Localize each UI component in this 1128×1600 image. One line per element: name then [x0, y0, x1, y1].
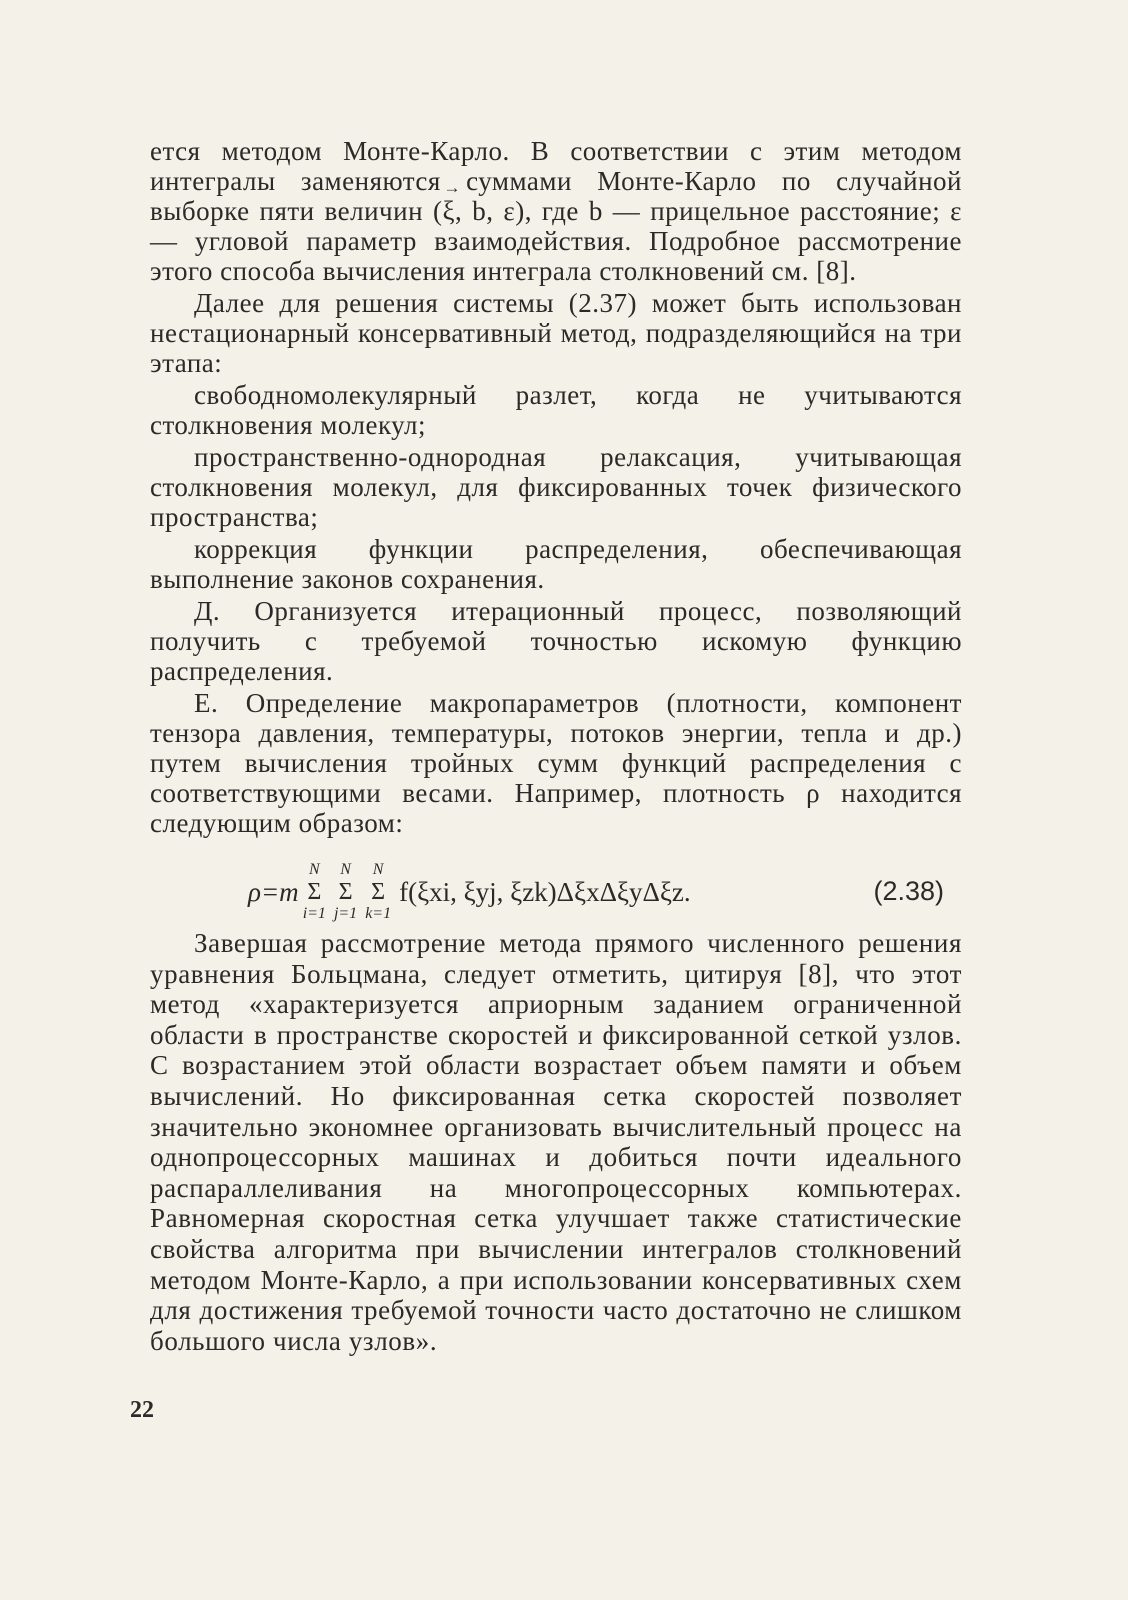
paragraph-1-start: ется методом Монте-Карло. В соответствии с этим методом интегралы заменяются суммами Монте-Карло по случайной выборке пяти величин ( [150, 136, 962, 226]
formula-tail: f(ξxi, ξyj, ξzk)ΔξxΔξyΔξz. [399, 876, 691, 907]
formula-body [248, 842, 691, 942]
list-item: пространственно-однородная релаксация, учитывающая столкновения молекул, для фиксированных точек физического пространства; [150, 442, 962, 532]
equation-number: (2.38) [873, 876, 944, 906]
list-item: свободномолекулярный разлет, когда не учитываются столкновения молекул; [150, 380, 962, 440]
paragraph-1 [150, 136, 962, 286]
page-number: 22 [130, 1397, 154, 1423]
paragraph-4: Е. Определение макропараметров (плотности, компонент тензора давления, температуры, потоков энергии, тепла и др.) путем вычисления тройных сумм функций распределения с соответствующими весами. Например, плотность ρ находится следующим образом: [150, 688, 962, 838]
text-block-bottom [150, 928, 962, 1356]
sum-k: N Σ k=1 [365, 861, 392, 922]
formula-lhs: ρ=m [248, 876, 299, 907]
text-block-top [150, 136, 962, 838]
paragraph-5: Завершая рассмотрение метода прямого численного решения уравнения Больцмана, следует отметить, цитируя [8], что этот метод «характеризуется априорным заданием ограниченной области в пространстве скоростей и фиксированной сеткой узлов. С возрастанием этой области возрастает объем памяти и объем вычислений. Но фиксированная сетка скоростей позволяет значительно экономнее организовать вычислительный процесс на однопроцессорных машинах и добиться почти идеального распараллеливания на многопроцессорных компьютерах. Равномерная скоростная сетка улучшает также статистические свойства алгоритма при вычислении интегралов столкновений методом Монте-Карло, а при использовании консервативных схем для достижения требуемой точности часто достаточно не слишком большого числа узлов». [150, 928, 962, 1356]
sum-i: N Σ i=1 [302, 861, 326, 922]
paragraph-2: Далее для решения системы (2.37) может быть использован нестационарный консервативный метод, подразделяющийся на три этапа: [150, 288, 962, 378]
sum-j: N Σ j=1 [333, 861, 358, 922]
paragraph-3: Д. Организуется итерационный процесс, позволяющий получить с требуемой точностью искомую функцию распределения. [150, 596, 962, 686]
list-item: коррекция функции распределения, обеспечивающая выполнение законов сохранения. [150, 534, 962, 594]
formula-2-38 [150, 842, 962, 942]
vector-xi: → ξ [442, 196, 455, 226]
paragraph-1-end: , b, ε), где b — прицельное расстояние; ε — угловой параметр взаимодействия. Подробное рассмотрение этого способа вычисления интеграла столкновений см. [8]. [150, 196, 962, 286]
